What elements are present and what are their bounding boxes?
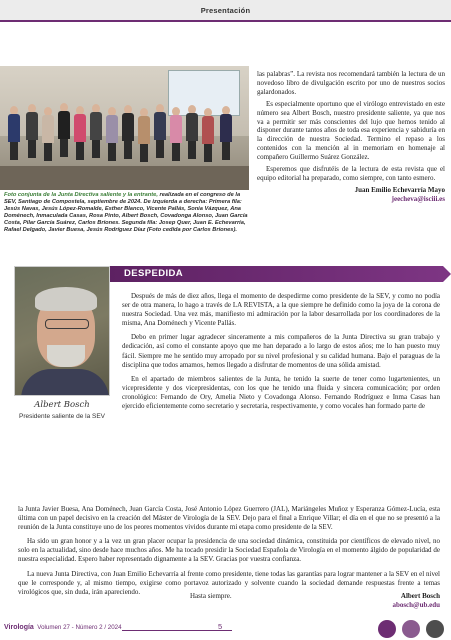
editor-signature-name: Juan Emilio Echevarría Mayo: [354, 185, 445, 194]
right-paragraph: Esperemos que disfrutéis de la lectura de esta revista que el equipo editorial ha preparado, como siempre, con tanto esmero.: [257, 165, 445, 182]
group-photo: [0, 66, 249, 190]
closing-signature: [330, 592, 440, 610]
despedida-paragraph: la Junta Javier Buesa, Ana Doménech, Juan García Costa, José Antonio López Guerrero (JAL), Mariángeles Muñoz y Esperanza Gómez-Lucía, esta última con un papel decisivo en la creación del Máster de Virología de la SEV. Dejo para el final a Enrique Villar; el día en el que no se presentó a la reunión de la Junta constituye uno de los peores momentos vividos durante mi etapa como presidente de la SEV.: [18, 505, 440, 532]
footer-rule: [122, 630, 232, 631]
portrait-glasses: [45, 319, 89, 329]
closing-email[interactable]: abosch@ub.edu: [392, 601, 440, 609]
despedida-paragraph: La nueva Junta Directiva, con Juan Emilio Echevarría al frente como presidente, tiene todas las garantías para lograr mantener a la SEV en el nivel que le corresponde y, al mismo tiempo, exigirse como portavoz autorizado y solvente cuando la sociedad demande respuestas frente a temas virológicos que, sin duda, irán apareciendo.: [18, 569, 440, 596]
portrait-signature-block: [10, 400, 114, 421]
banner-title: DESPEDIDA: [124, 268, 184, 279]
portrait-beard: [47, 345, 85, 367]
university-logo-icon: [426, 620, 444, 638]
page-footer: [0, 618, 451, 640]
despedida-paragraph: Debo en primer lugar agradecer sinceramente a mis compañeros de la Junta Directiva su gran trabajo y dedicación, así como el constante apoyo que me han deparado a lo largo de estos años; me lo han puesto muy fácil. Siempre me he sentido muy arropado por su nivel profesional y su calidad humana. Bajo el paraguas de la disciplina que todos amamos, hemos llegado a disfrutar de momentos de una sólida amistad.: [122, 333, 440, 369]
portrait-signature: Albert Bosch: [34, 400, 90, 410]
journal-issue: Volumen 27 - Número 2 / 2024: [37, 624, 122, 631]
despedida-paragraph: Ha sido un gran honor y a la vez un gran placer ocupar la presidencia de una sociedad dinámica, constituida por científicos de elevado nivel, no solo en la actualidad, sino desde hace muchos años. Me ha tocado presidir la Sociedad Española de Virología en el momento álgido de popularidad de nuestra especialidad. Espero haber representado dignamente a la SEV. Gracias por vuestra confianza.: [18, 537, 440, 564]
society-logo-icon: [402, 620, 420, 638]
footer-journal: [4, 624, 122, 631]
portrait-role: Presidente saliente de la SEV: [19, 413, 105, 420]
portrait-hair: [35, 287, 97, 311]
page-number: 5: [218, 622, 223, 631]
caption-text: realizada en el congreso de la SEV, Santiago de Compostela, septiembre de 2024. De izquierda a derecha: Primera fila: Jesús Navas, Jesús López-Romalde, Esther Blanco, Vicente Pallás, Sonia Vázquez, Ana Doménech, Inmaculada Casas, Rosa Pinto, Albert Bosch, Covadonga Alonso, Juan García Costa, Pilar García Suárez, Carlos Briones. Segunda fila: Josep Quer, Juan E. Echevarría, Rafael Delgado, Javier Buesa, Jesús Rodríguez Díaz (Foto cedida por Carlos Briones).: [4, 192, 248, 234]
section-title: Presentación: [200, 6, 251, 15]
closing-name: Albert Bosch: [400, 592, 440, 600]
page-header: [0, 0, 451, 22]
editor-signature-email[interactable]: jeecheva@isciii.es: [391, 194, 445, 203]
despedida-paragraph: En el apartado de miembros salientes de la Junta, he tenido la suerte de tener como lugartenientes, un vicepresidente y dos vicepresidentas, con los que he tenido una fluida y sincera comunicación; por orden cronológico: Fernando de Ory, Amelia Nieto y Covadonga Alonso. Fernando Rodríguez e Inma Casas han ejercido eficientemente como secretario y secretaria, respectivamente, y como vocales han formado parte de: [122, 374, 440, 411]
portrait-shirt: [21, 369, 109, 396]
despedida-full-text: [18, 505, 440, 602]
right-paragraph: las palabras”. La revista nos recomendará también la lectura de un novedoso libro de divulgación escrito por uno de nuestros socios galardonados.: [257, 70, 445, 96]
sev-logo-icon: [378, 620, 396, 638]
right-paragraph: Es especialmente oportuno que el virólogo entrevistado en este número sea Albert Bosch, nuestro presidente saliente, ya que nos va a permitir ser más conscientes del lujo que hemos tenido al disponer durante tantos años de toda esa experiencia y sabiduría en la dirección de nuestra Sociedad. Termino el repaso a los contenidos con la mención al in memoriam en homenaje al compañero Guillermo Suárez González.: [257, 99, 445, 162]
despedida-paragraph: Después de más de diez años, llega el momento de despedirme como presidente de la SEV, y como no podía ser de otra manera, lo hago a través de LA REVISTA, a la que siempre he definido como la joya de la corona de nuestra Sociedad. Una vez más, manifiesto mi admiración por la labor desarrollada por los coordinadores de la misma, Ana Doménech y Vicente Pallás.: [122, 292, 440, 328]
right-column: [257, 70, 445, 204]
author-portrait: [14, 266, 110, 396]
photo-caption: [4, 192, 248, 235]
caption-lead: Foto conjunta de la Junta Directiva saliente y la entrante,: [4, 192, 158, 198]
despedida-side-text: [122, 292, 440, 416]
closing-text: Hasta siempre.: [190, 592, 232, 600]
photo-floor: [0, 166, 249, 190]
banner-arrow-icon: [443, 266, 451, 282]
journal-name: Virología: [4, 624, 34, 631]
despedida-banner: [90, 266, 451, 282]
footer-logos: [378, 620, 446, 638]
